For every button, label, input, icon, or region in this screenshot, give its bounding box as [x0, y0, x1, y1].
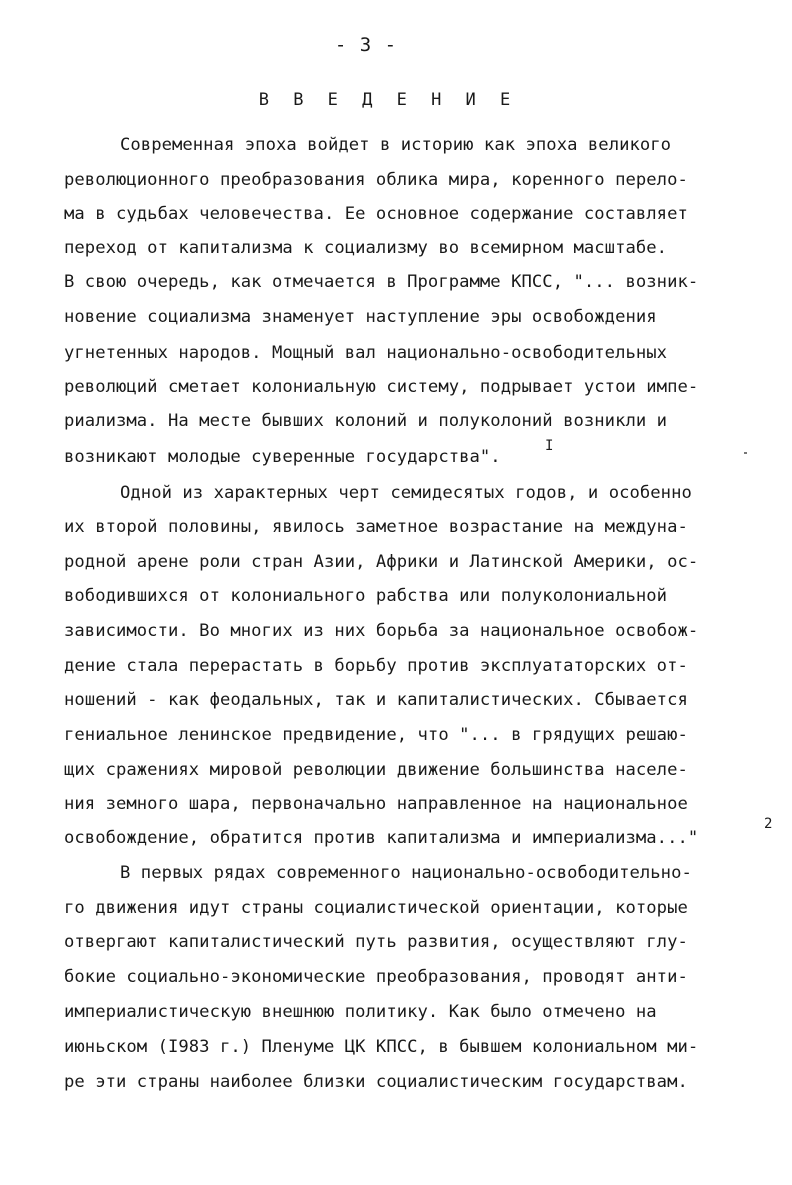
- paragraph-1-line-5: В свою очередь, как отмечается в Программе КПСС, "... возник-: [64, 272, 699, 292]
- paragraph-3-line-4: бокие социально-экономические преобразования, проводят анти-: [64, 967, 688, 987]
- paragraph-1-line-4: переход от капитализма к социализму во всемирном масштабе.: [64, 238, 668, 258]
- paragraph-3-line-5: империалистическую внешнюю политику. Как было отмечено на: [64, 1002, 657, 1022]
- paragraph-2-line-2: их второй половины, явилось заметное возрастание на междуна-: [64, 517, 688, 537]
- paragraph-2-line-1: Одной из характерных черт семидесятых годов, и особенно: [120, 483, 692, 503]
- paragraph-3-line-7: ре эти страны наиболее близки социалистическим государствам.: [64, 1072, 688, 1092]
- paragraph-2-line-8: гениальное ленинское предвидение, что "... в грядущих решаю-: [64, 725, 688, 745]
- paragraph-1-line-3: ма в судьбах человечества. Ее основное содержание составляет: [64, 204, 688, 224]
- paragraph-2-line-10: ния земного шара, первоначально направленное на национальное: [64, 794, 688, 814]
- paragraph-3-line-3: отвергают капиталистический путь развития, осуществляют глу-: [64, 932, 688, 952]
- footnote-ref-1: I: [545, 438, 554, 454]
- paragraph-3-line-6: июньском (I983 г.) Пленуме ЦК КПСС, в бывшем колониальном ми-: [64, 1037, 699, 1057]
- paragraph-2-line-7: ношений - как феодальных, так и капиталистических. Сбывается: [64, 690, 688, 710]
- paragraph-1-line-6: новение социализма знаменует наступление эры освобождения: [64, 307, 657, 327]
- paragraph-1-line-1: Современная эпоха войдет в историю как эпоха великого: [120, 135, 672, 155]
- paragraph-1-line-7: угнетенных народов. Мощный вал национально-освободительных: [64, 343, 668, 363]
- paragraph-3-line-2: го движения идут страны социалистической ориентации, которые: [64, 898, 688, 918]
- section-heading: В В Е Д Е Н И Е: [258, 90, 518, 110]
- footnote-ref-2: 2: [764, 816, 773, 832]
- paragraph-2-line-4: вободившихся от колониального рабства или полуколониальной: [64, 586, 668, 606]
- page-number: - 3 -: [334, 34, 398, 56]
- paragraph-1-line-10: возникают молодые суверенные государства".: [64, 447, 501, 467]
- paragraph-3-line-1: В первых рядах современного национально-освободительно-: [120, 863, 692, 883]
- scan-speck: [744, 452, 747, 454]
- paragraph-2-line-9: щих сражениях мировой революции движение большинства населе-: [64, 760, 688, 780]
- paragraph-2-line-3: родной арене роли стран Азии, Африки и Латинской Америки, ос-: [64, 552, 699, 572]
- paragraph-2-line-6: дение стала перерастать в борьбу против эксплуататорских от-: [64, 656, 688, 676]
- paragraph-1-line-2: революционного преобразования облика мира, коренного перело-: [64, 170, 688, 190]
- paragraph-2-line-5: зависимости. Во многих из них борьба за национальное освобож-: [64, 621, 699, 641]
- paragraph-2-line-11: освобождение, обратится против капитализма и империализма...": [64, 828, 699, 848]
- paragraph-1-line-9: риализма. На месте бывших колоний и полуколоний возникли и: [64, 411, 668, 431]
- paragraph-1-line-8: революций сметает колониальную систему, подрывает устои импе-: [64, 377, 699, 397]
